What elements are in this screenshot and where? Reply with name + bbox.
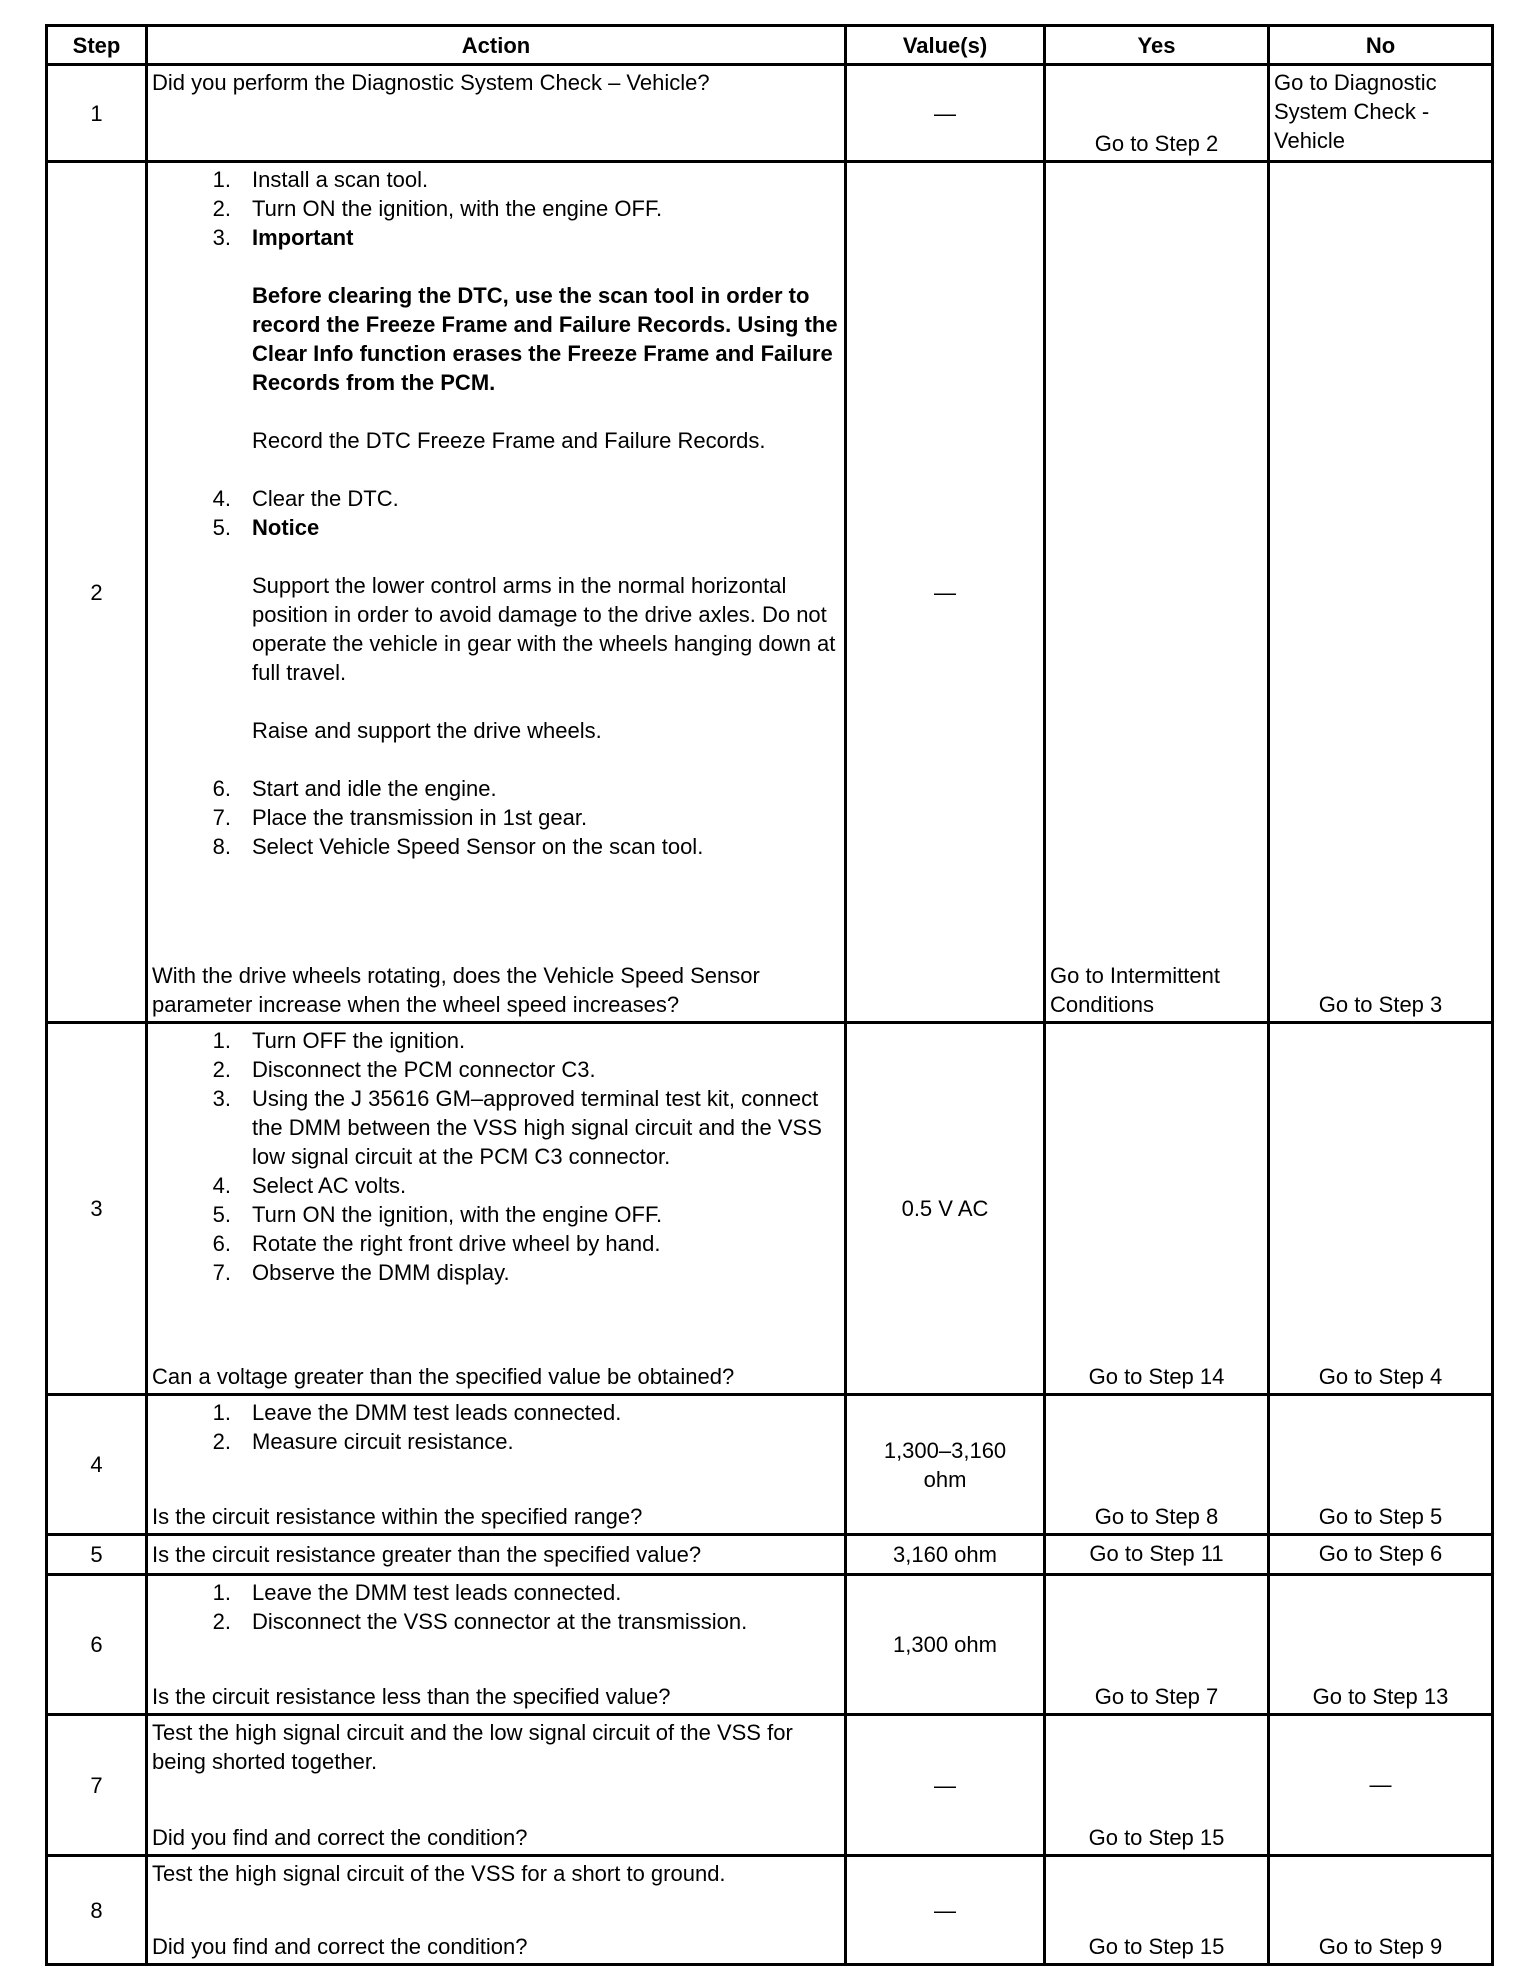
step-number: 4 [47, 1395, 147, 1535]
action-cell [147, 1856, 846, 1965]
header-yes: Yes [1045, 26, 1269, 65]
yes-cell: Go to Step 14 [1045, 1023, 1269, 1395]
list-item: 2. Disconnect the VSS connector at the transmission. [212, 1609, 748, 1634]
table-row [47, 1856, 1493, 1965]
step-number: 5 [47, 1535, 147, 1575]
list-item: 5. Turn ON the ignition, with the engine OFF. [212, 1202, 663, 1227]
action-question: Did you find and correct the condition? [152, 1825, 528, 1850]
notice-text: Support the lower control arms in the normal horizontal position in order to avoid damage to the drive axles. Do not operate the vehicle in gear with the wheels hanging down at full travel. [252, 573, 836, 685]
list-item: 5. Notice [212, 515, 320, 540]
action-steps [152, 1026, 840, 1287]
step-number: 2 [47, 162, 147, 1023]
action-cell [147, 1535, 846, 1575]
action-cell [147, 1715, 846, 1856]
value-cell: — [846, 1715, 1045, 1856]
raise-text: Raise and support the drive wheels. [252, 718, 602, 743]
table-row [47, 1023, 1493, 1395]
no-cell: Go to Diagnostic System Check - Vehicle [1269, 65, 1493, 162]
yes-cell: Go to Step 11 [1045, 1535, 1269, 1575]
action-steps [152, 165, 840, 252]
yes-cell: Go to Step 15 [1045, 1715, 1269, 1856]
header-row [47, 26, 1493, 65]
action-question: With the drive wheels rotating, does the Vehicle Speed Sensor parameter increase when the wheel speed increases? [152, 963, 760, 1017]
action-question: Can a voltage greater than the specified value be obtained? [152, 1364, 735, 1389]
action-cell [147, 162, 846, 1023]
table-row [47, 65, 1493, 162]
value-cell: 3,160 ohm [846, 1535, 1045, 1575]
important-text: Before clearing the DTC, use the scan tool in order to record the Freeze Frame and Failure Records. Using the Clear Info function erases the Freeze Frame and Failure Records from the PCM. [252, 283, 838, 395]
action-steps [152, 774, 840, 861]
action-steps [152, 484, 840, 542]
list-item: 3. Using the J 35616 GM–approved terminal test kit, connect the DMM between the VSS high signal circuit and the VSS low signal circuit at the PCM C3 connector. [212, 1086, 822, 1169]
list-item: 2. Turn ON the ignition, with the engine OFF. [212, 196, 663, 221]
record-text: Record the DTC Freeze Frame and Failure Records. [252, 428, 766, 453]
table-row [47, 1395, 1493, 1535]
action-question: Is the circuit resistance within the specified range? [152, 1504, 643, 1529]
list-item: 2. Disconnect the PCM connector C3. [212, 1057, 596, 1082]
action-question: Is the circuit resistance greater than the specified value? [152, 1542, 702, 1567]
yes-cell: Go to Step 7 [1045, 1575, 1269, 1715]
action-steps [152, 1578, 840, 1636]
no-cell: — [1269, 1715, 1493, 1856]
list-item: 4. Select AC volts. [212, 1173, 407, 1198]
header-values: Value(s) [846, 26, 1045, 65]
action-text: Test the high signal circuit and the low signal circuit of the VSS for being shorted together. [152, 1720, 793, 1774]
list-item: 1. Install a scan tool. [212, 167, 429, 192]
yes-cell: Go to Step 2 [1045, 65, 1269, 162]
step-number: 8 [47, 1856, 147, 1965]
yes-cell: Go to Step 15 [1045, 1856, 1269, 1965]
action-question: Did you perform the Diagnostic System Check – Vehicle? [152, 70, 710, 95]
list-item: 8. Select Vehicle Speed Sensor on the scan tool. [212, 834, 704, 859]
no-cell: Go to Step 3 [1269, 162, 1493, 1023]
no-cell: Go to Step 6 [1269, 1535, 1493, 1575]
list-item: 3. Important [212, 225, 354, 250]
value-cell: 1,300–3,160 ohm [846, 1395, 1045, 1535]
header-step: Step [47, 26, 147, 65]
action-cell [147, 1395, 846, 1535]
no-cell: Go to Step 4 [1269, 1023, 1493, 1395]
action-steps [152, 1398, 840, 1456]
action-cell [147, 1023, 846, 1395]
table-row [47, 1575, 1493, 1715]
value-cell: 1,300 ohm [846, 1575, 1045, 1715]
action-cell [147, 1575, 846, 1715]
table-row [47, 1535, 1493, 1575]
action-text: Test the high signal circuit of the VSS for a short to ground. [152, 1861, 726, 1886]
yes-cell: Go to Intermittent Conditions [1045, 162, 1269, 1023]
value-cell: 0.5 V AC [846, 1023, 1045, 1395]
list-item: 6. Rotate the right front drive wheel by hand. [212, 1231, 661, 1256]
step-number: 1 [47, 65, 147, 162]
diagnostic-table [45, 24, 1494, 1966]
step-number: 6 [47, 1575, 147, 1715]
yes-cell: Go to Step 8 [1045, 1395, 1269, 1535]
no-cell: Go to Step 5 [1269, 1395, 1493, 1535]
list-item: 1. Leave the DMM test leads connected. [212, 1400, 622, 1425]
no-cell: Go to Step 13 [1269, 1575, 1493, 1715]
list-item: 4. Clear the DTC. [212, 486, 399, 511]
list-item: 2. Measure circuit resistance. [212, 1429, 514, 1454]
value-cell: — [846, 65, 1045, 162]
table-row [47, 1715, 1493, 1856]
header-action: Action [147, 26, 846, 65]
action-cell [147, 65, 846, 162]
action-question: Did you find and correct the condition? [152, 1934, 528, 1959]
list-item: 1. Leave the DMM test leads connected. [212, 1580, 622, 1605]
value-cell: — [846, 162, 1045, 1023]
step-number: 7 [47, 1715, 147, 1856]
list-item: 6. Start and idle the engine. [212, 776, 497, 801]
list-item: 7. Observe the DMM display. [212, 1260, 510, 1285]
action-question: Is the circuit resistance less than the specified value? [152, 1684, 671, 1709]
page [45, 24, 1494, 1966]
no-cell: Go to Step 9 [1269, 1856, 1493, 1965]
list-item: 7. Place the transmission in 1st gear. [212, 805, 588, 830]
table-row [47, 162, 1493, 1023]
header-no: No [1269, 26, 1493, 65]
step-number: 3 [47, 1023, 147, 1395]
value-cell: — [846, 1856, 1045, 1965]
list-item: 1. Turn OFF the ignition. [212, 1028, 466, 1053]
